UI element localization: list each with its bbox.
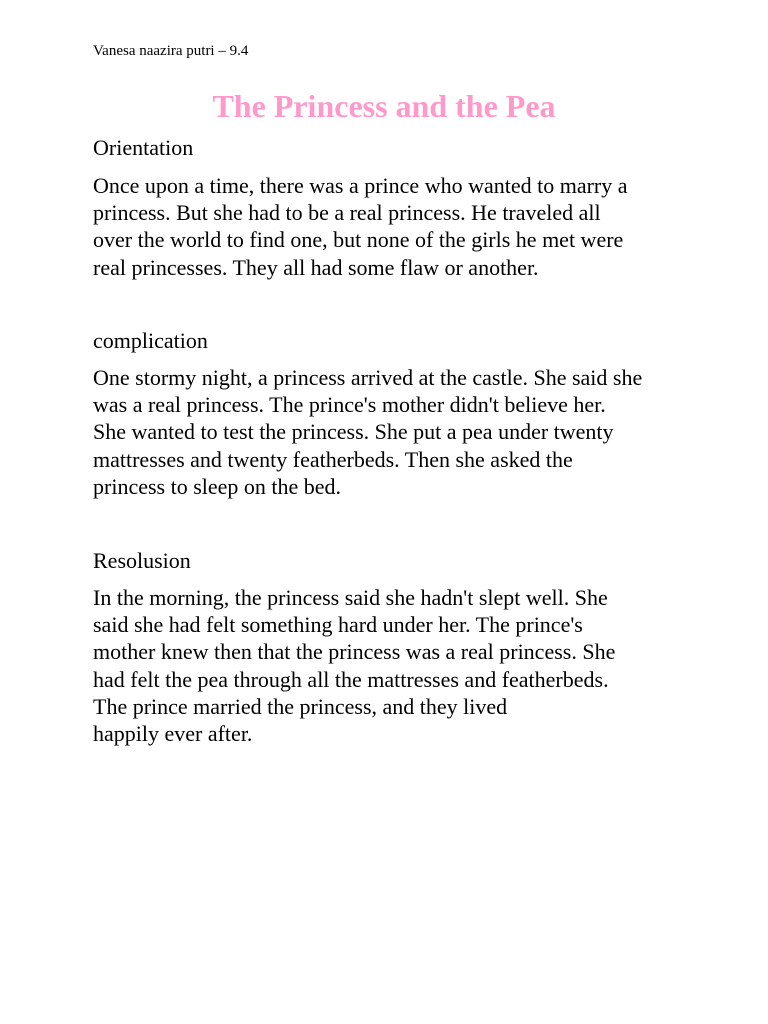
paragraph-line: had felt the pea through all the mattresses and featherbeds.: [93, 666, 609, 692]
section-heading-orientation: Orientation: [93, 135, 194, 160]
paragraph-line: One stormy night, a princess arrived at the castle. She said she: [93, 365, 643, 390]
paragraph-line: princess to sleep on the bed.: [93, 473, 342, 499]
document-title: The Princess and the Pea: [212, 88, 556, 124]
document-page: [93, 0, 683, 1024]
paragraph-line: mother knew then that the princess was a real princess. She: [93, 639, 616, 665]
paragraph-line: mattresses and twenty featherbeds. Then she asked the: [93, 446, 573, 472]
paragraph-line: In the morning, the princess said she hadn't slept well. She: [93, 585, 608, 610]
paragraph-line: princess. But she had to be a real princess. He traveled all: [93, 200, 601, 226]
paragraph-line: said she had felt something hard under her. The prince's: [93, 612, 583, 638]
section-heading-resolusion: Resolusion: [93, 548, 191, 573]
section-paragraph-resolusion: [93, 584, 683, 747]
author-line: Vanesa naazira putri – 9.4: [93, 43, 249, 59]
paragraph-line: The prince married the princess, and they lived: [93, 693, 508, 719]
paragraph-line: Once upon a time, there was a prince who wanted to marry a: [93, 173, 628, 198]
paragraph-line: was a real princess. The prince's mother didn't believe her.: [93, 392, 606, 418]
paragraph-line: real princesses. They all had some flaw or another.: [93, 254, 539, 280]
section-paragraph-orientation: [93, 172, 683, 281]
paragraph-line: She wanted to test the princess. She put a pea under twenty: [93, 419, 614, 445]
paragraph-line: over the world to find one, but none of the girls he met were: [93, 227, 624, 253]
paragraph-line: happily ever after.: [93, 721, 253, 747]
section-heading-complication: complication: [93, 328, 208, 353]
section-paragraph-complication: [93, 364, 683, 500]
